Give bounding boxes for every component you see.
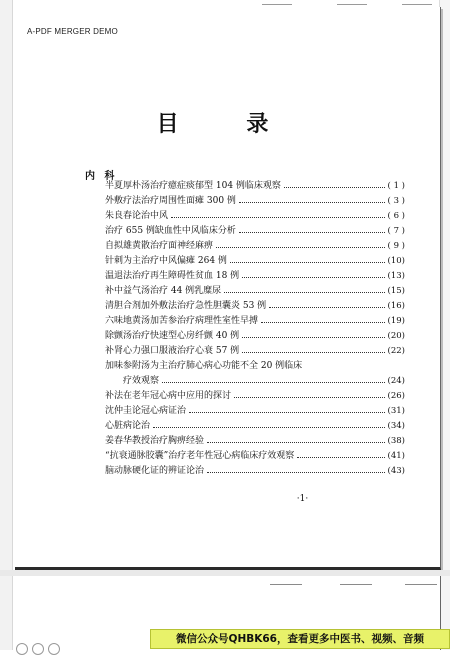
section-heading: 内 科 [85, 171, 118, 182]
divider [405, 584, 437, 585]
dot-leader [239, 201, 385, 203]
toc-entry-title: 补肾心力强口服液治疗心衰 57 例 [105, 346, 240, 356]
toc-entry-page: ( 7 ) [387, 226, 405, 236]
toc-entry-title: 自拟雄黄散治疗面神经麻痹 [105, 241, 214, 251]
toc-entry-title: 脑动脉硬化证的辨证论治 [105, 466, 205, 476]
toc-entry-page: (43) [387, 466, 405, 476]
toc-entry-page: (20) [387, 331, 405, 341]
dot-leader [207, 441, 385, 443]
toc-entry-page: ( 9 ) [387, 241, 405, 251]
toc-entry[interactable] [105, 359, 405, 389]
dot-leader [171, 216, 385, 218]
toc-entry-page: (13) [387, 271, 405, 281]
toc-entry-page: ( 6 ) [387, 211, 405, 221]
toc-entry-title: 外敷疗法治疗周围性面瘫 300 例 [105, 196, 236, 206]
toc-entry[interactable] [105, 434, 405, 449]
toc-entry-page: (16) [387, 301, 405, 311]
demo-watermark: A-PDF MERGER DEMO [27, 27, 118, 36]
toc-entry-page: (10) [387, 256, 405, 266]
divider [402, 4, 432, 5]
dot-leader [230, 261, 385, 263]
toc-entry[interactable] [105, 209, 405, 224]
divider [262, 4, 292, 5]
dot-leader [216, 246, 385, 248]
toc-entry[interactable] [105, 179, 405, 194]
toc-entry[interactable] [105, 314, 405, 329]
divider [340, 584, 372, 585]
toc-entry-page: (24) [387, 376, 405, 386]
toc-entry[interactable] [105, 464, 405, 479]
toc-list [105, 179, 405, 479]
toc-entry-title: 六味地黄汤加苦参治疗病理性室性早搏 [105, 316, 259, 326]
toc-entry-title-continued: 疗效观察 [123, 376, 160, 386]
toc-entry-page: ( 1 ) [387, 181, 405, 191]
toc-entry-title: 补中益气汤治疗 44 例乳糜尿 [105, 286, 222, 296]
dot-leader [207, 471, 385, 473]
toc-entry-page: (38) [387, 436, 405, 446]
toc-entry[interactable] [105, 269, 405, 284]
toc-entry-page: (22) [387, 346, 405, 356]
left-panel-edge [0, 0, 13, 650]
dot-leader [297, 456, 384, 458]
toc-entry-page: (26) [387, 391, 405, 401]
toc-title: 目 录 [156, 112, 299, 137]
toc-entry-page: ( 3 ) [387, 196, 405, 206]
toc-entry-page: (41) [387, 451, 405, 461]
toc-entry[interactable] [105, 194, 405, 209]
circle-icon [32, 643, 44, 655]
toc-entry[interactable] [105, 389, 405, 404]
circle-icon [16, 643, 28, 655]
promo-banner: 微信公众号QHBK66，查看更多中医书、视频、音频 [150, 629, 450, 649]
toc-entry[interactable] [105, 449, 405, 464]
toc-entry[interactable] [105, 404, 405, 419]
toc-entry-title: “抗衰通脉胶囊”治疗老年性冠心病临床疗效观察 [105, 451, 295, 461]
dot-leader [153, 426, 385, 428]
toc-entry-title: 姜春华教授治疗胸痹经验 [105, 436, 205, 446]
dot-leader [162, 381, 385, 383]
toc-entry-title: 加味参附汤为主治疗肺心病心功能不全 20 例临床 [105, 361, 303, 371]
toc-entry-title: 补法在老年冠心病中应用的探讨 [105, 391, 232, 401]
toc-entry[interactable] [105, 239, 405, 254]
toc-entry-page: (19) [387, 316, 405, 326]
toc-entry[interactable] [105, 224, 405, 239]
dot-leader [189, 411, 385, 413]
dot-leader [224, 291, 384, 293]
toc-entry[interactable] [105, 284, 405, 299]
toc-entry[interactable] [105, 329, 405, 344]
toc-entry[interactable] [105, 344, 405, 359]
toc-entry[interactable] [105, 419, 405, 434]
dot-leader [242, 336, 384, 338]
toc-entry[interactable] [105, 254, 405, 269]
toc-entry-title: 半夏厚朴汤治疗癔症痰郁型 104 例临床观察 [105, 181, 281, 191]
toc-entry-page: (15) [387, 286, 405, 296]
toc-entry-title: 清胆合剂加外敷法治疗急性胆囊炎 53 例 [105, 301, 267, 311]
toc-entry-page: (34) [387, 421, 405, 431]
toc-entry-title: 温退法治疗再生障碍性贫血 18 例 [105, 271, 240, 281]
page-number: ·1· [296, 494, 309, 504]
toc-entry-page: (31) [387, 406, 405, 416]
toc-entry[interactable] [105, 299, 405, 314]
dot-leader [242, 351, 384, 353]
divider [270, 584, 302, 585]
dot-leader [239, 231, 385, 233]
toc-entry-title: 心脏病论治 [105, 421, 151, 431]
dot-leader [242, 276, 384, 278]
toc-entry-title: 沈仲圭论冠心病证治 [105, 406, 187, 416]
dot-leader [234, 396, 385, 398]
toc-entry-title: 朱良春论治中风 [105, 211, 169, 221]
circle-icon [48, 643, 60, 655]
toc-entry-title: 除颤汤治疗快速型心房纤颤 40 例 [105, 331, 240, 341]
divider [337, 4, 367, 5]
toc-entry-title: 针刺为主治疗中风偏瘫 264 例 [105, 256, 227, 266]
toc-entry-title: 治疗 655 例缺血性中风临床分析 [105, 226, 236, 236]
dot-leader [261, 321, 385, 323]
document-page [15, 7, 441, 570]
dot-leader [269, 306, 384, 308]
dot-leader [284, 186, 385, 188]
